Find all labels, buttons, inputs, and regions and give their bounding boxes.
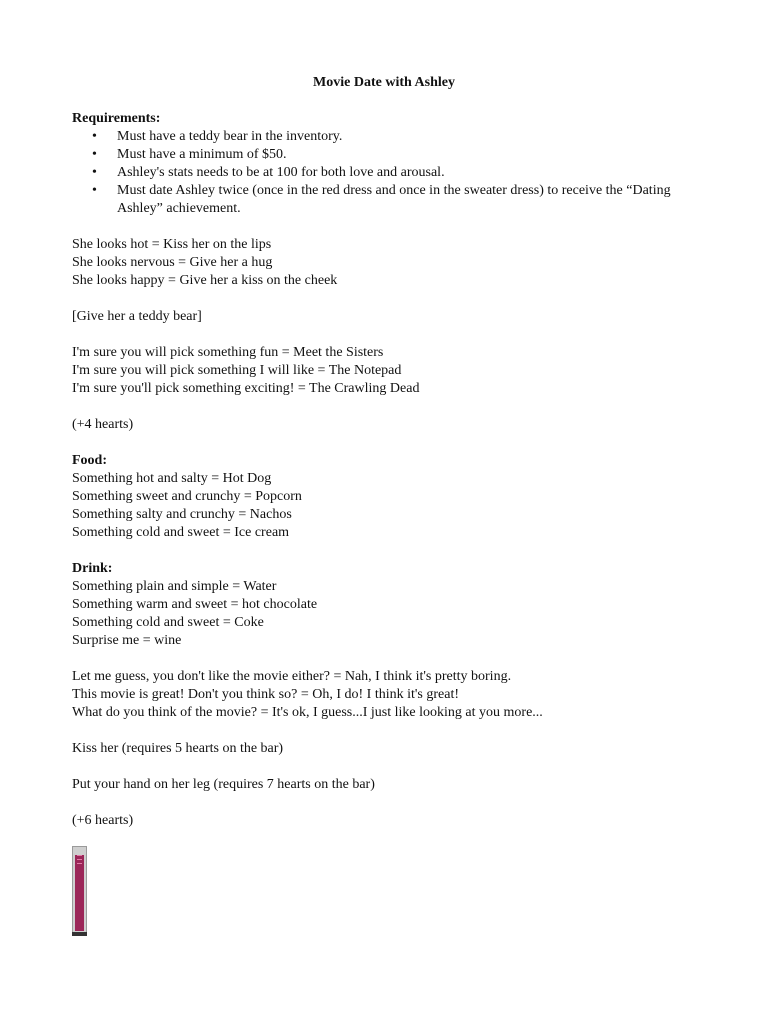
drink-choice: Something plain and simple = Water xyxy=(72,579,277,594)
conversation-choice: What do you think of the movie? = It's ok, I guess...I just like looking at you more... xyxy=(72,705,543,720)
bullet-icon: • xyxy=(92,165,97,180)
movie-choice: I'm sure you will pick something I will like = The Notepad xyxy=(72,363,402,378)
bullet-icon: • xyxy=(92,147,97,162)
drink-choice: Something warm and sweet = hot chocolate xyxy=(72,597,318,612)
kiss-action: Kiss her (requires 5 hearts on the bar) xyxy=(72,741,284,756)
requirements-heading: Requirements: xyxy=(72,111,161,126)
document-body xyxy=(72,110,692,830)
bullet-icon: • xyxy=(92,129,97,144)
food-choice: Something hot and salty = Hot Dog xyxy=(72,471,272,486)
food-choice: Something salty and crunchy = Nachos xyxy=(72,507,292,522)
list-item: • Must have a minimum of $50. xyxy=(92,147,287,162)
greeting-choice: She looks hot = Kiss her on the lips xyxy=(72,237,272,252)
food-choice: Something cold and sweet = Ice cream xyxy=(72,525,290,540)
drink-heading: Drink: xyxy=(72,561,113,576)
drink-choice: Something cold and sweet = Coke xyxy=(72,615,264,630)
conversation-choice: This movie is great! Don't you think so? = Oh, I do! I think it's great! xyxy=(72,687,459,702)
list-item: • Ashley's stats needs to be at 100 for both love and arousal. xyxy=(92,165,445,180)
greeting-choice: She looks nervous = Give her a hug xyxy=(72,255,273,270)
heart-meter-image xyxy=(72,846,87,936)
drink-choice: Surprise me = wine xyxy=(72,633,182,648)
heart-meter-tick xyxy=(77,863,82,864)
list-item: • Must date Ashley twice (once in the red dress and once in the sweater dress) to receive the “Dating Ashley” achievement. xyxy=(92,183,671,216)
heart-meter-base xyxy=(72,932,87,936)
food-heading: Food: xyxy=(72,453,107,468)
bullet-icon: • xyxy=(92,183,97,198)
greeting-choice: She looks happy = Give her a kiss on the cheek xyxy=(72,273,338,288)
teddy-bear-action: [Give her a teddy bear] xyxy=(72,309,202,324)
list-item: • Must have a teddy bear in the inventory. xyxy=(92,129,343,144)
food-choice: Something sweet and crunchy = Popcorn xyxy=(72,489,302,504)
leg-action: Put your hand on her leg (requires 7 hearts on the bar) xyxy=(72,777,375,792)
heart-meter-tick xyxy=(77,855,82,856)
hearts-final: (+6 hearts) xyxy=(72,813,134,828)
heart-meter-fill xyxy=(75,855,84,931)
conversation-choice: Let me guess, you don't like the movie either? = Nah, I think it's pretty boring. xyxy=(72,669,512,684)
document-title: Movie Date with Ashley xyxy=(313,75,455,90)
hearts-after-movie: (+4 hearts) xyxy=(72,417,134,432)
requirements-list xyxy=(72,128,692,218)
heart-meter-tick xyxy=(77,859,82,860)
movie-choice: I'm sure you'll pick something exciting! = The Crawling Dead xyxy=(72,381,420,396)
movie-choice: I'm sure you will pick something fun = Meet the Sisters xyxy=(72,345,384,360)
